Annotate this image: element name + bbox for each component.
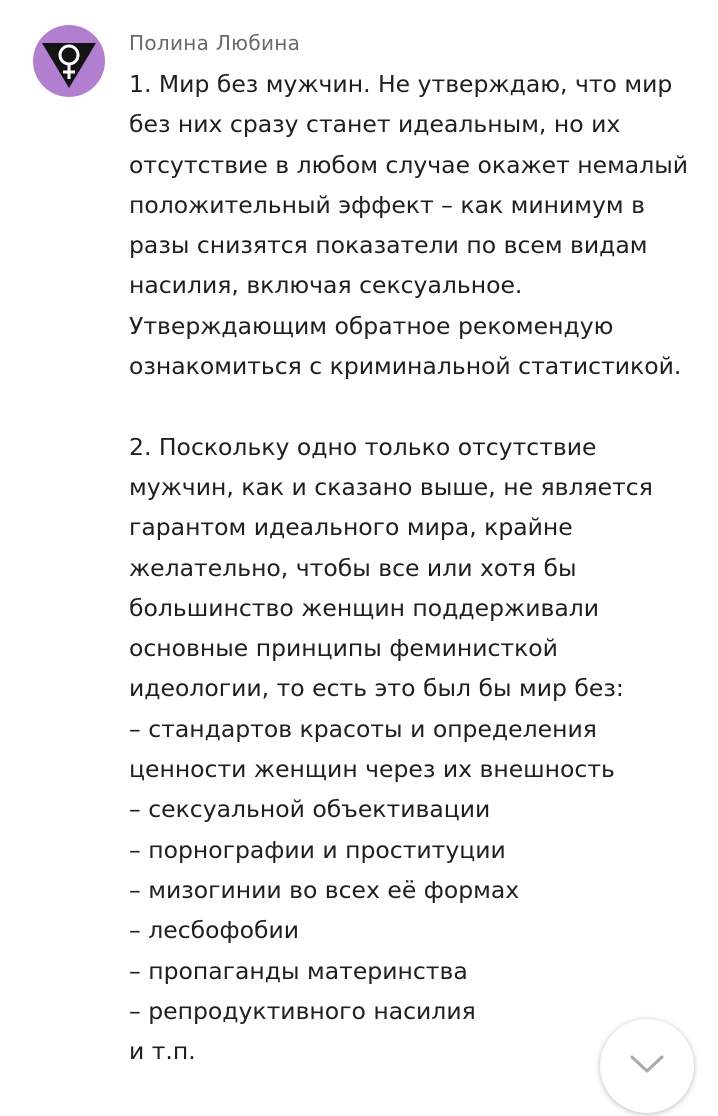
chevron-down-icon bbox=[629, 1053, 665, 1075]
author-name[interactable]: Полина Любина bbox=[129, 31, 301, 55]
scroll-down-button[interactable] bbox=[600, 1019, 694, 1113]
venus-symbol-in-triangle-icon bbox=[33, 25, 105, 97]
author-avatar[interactable] bbox=[33, 25, 105, 97]
post-text: 1. Мир без мужчин. Не утверждаю, что мир без них сразу станет идеальным, но их отсутствие в любом случае окажет немалый положительный эффект – как минимум в разы снизятся показатели по всем видам насилия, включая сексуальное. Утверждающим обратное рекомендую ознакомиться с криминальной статистикой. 2. Поскольку одно только отсутствие мужчин, как и сказано выше, не является гарантом идеального мира, крайне желательно, чтобы все или хотя бы большинство женщин поддерживали основные принципы феминисткой идеологии, то есть это был бы мир без: – стандартов красоты и определения ценности женщин через их внешность – сексуальной объективации – порнографии и проституции – мизогинии во всех её формах – лесбофобии – пропаганды материнства – репродуктивного насилия и т.п. bbox=[129, 70, 689, 1066]
